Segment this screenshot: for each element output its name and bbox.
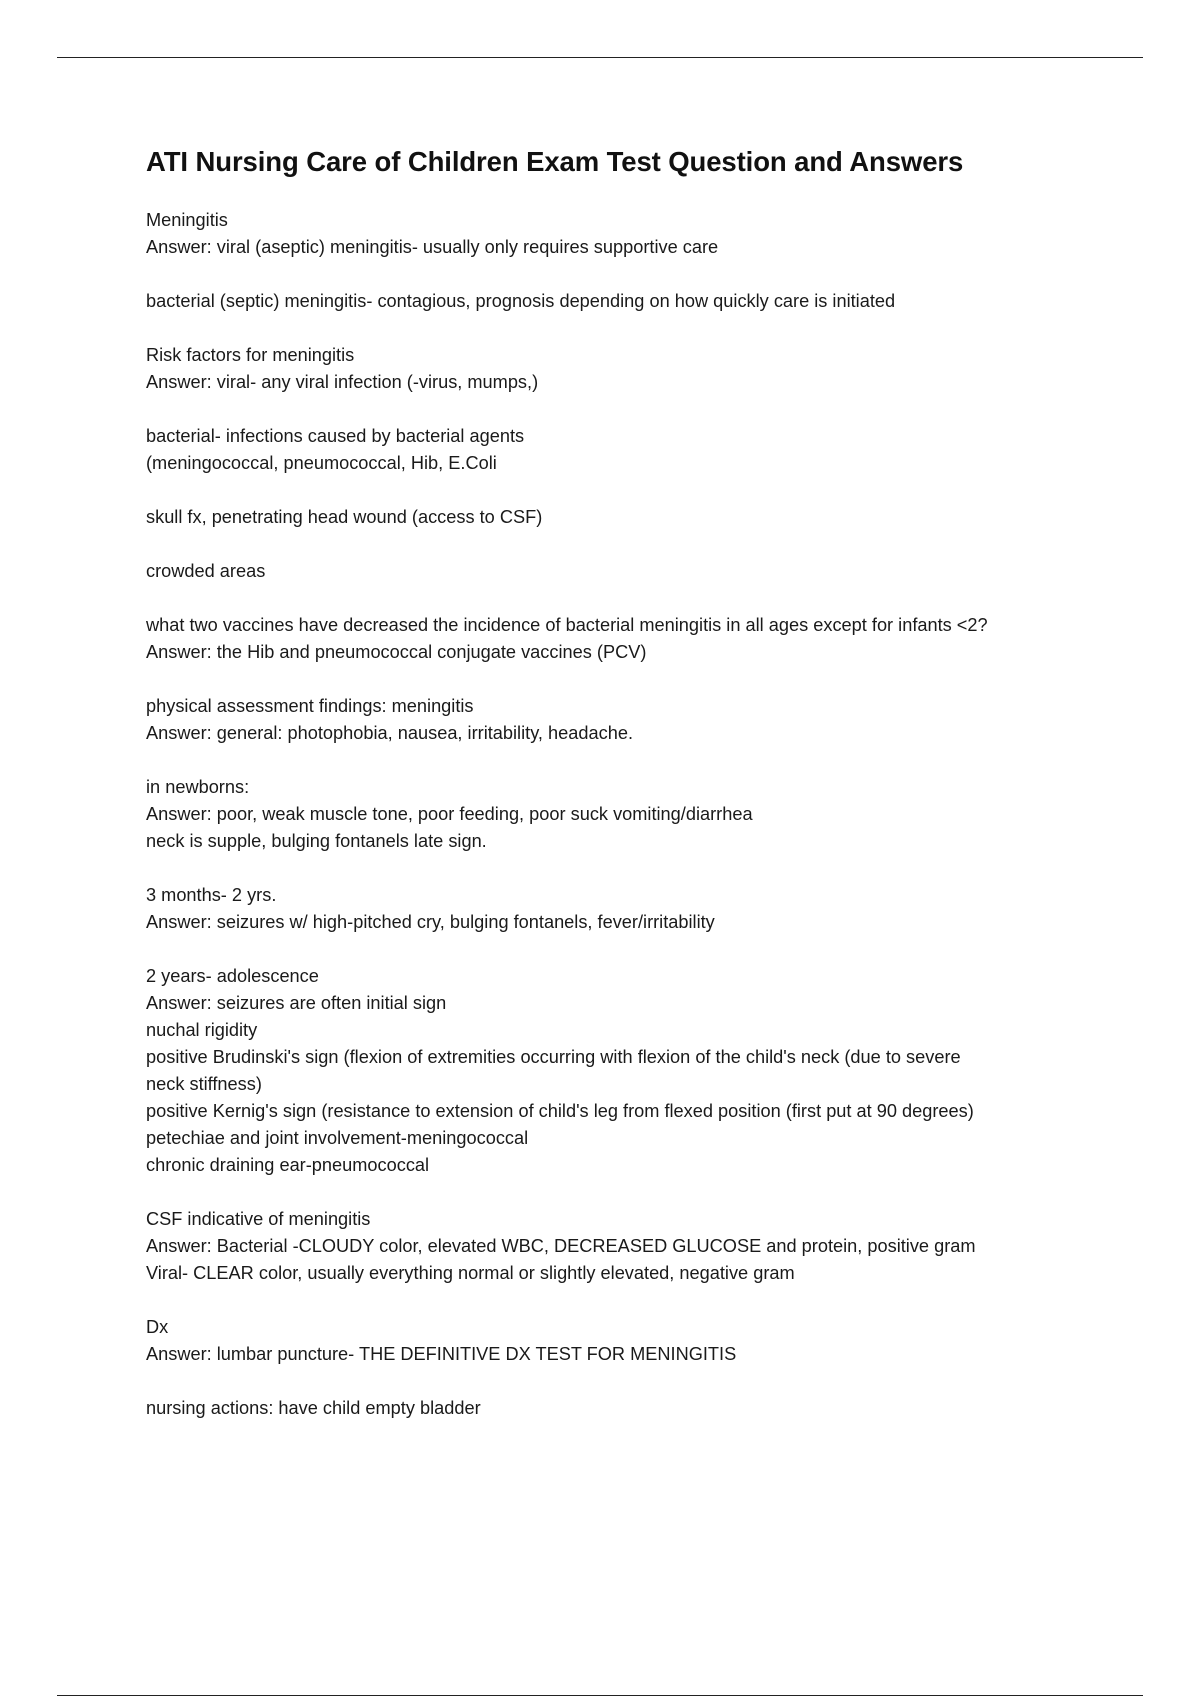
- text-line: Answer: poor, weak muscle tone, poor feeding, poor suck vomiting/diarrhea: [146, 804, 753, 824]
- text-line: Risk factors for meningitis: [146, 345, 355, 365]
- qa-block: [146, 693, 1106, 747]
- text-line: chronic draining ear-pneumococcal: [146, 1155, 430, 1175]
- qa-block: [146, 288, 1106, 315]
- text-line: Answer: seizures are often initial sign: [146, 993, 447, 1013]
- qa-block: [146, 963, 1106, 1179]
- text-line: petechiae and joint involvement-meningococcal: [146, 1128, 529, 1148]
- text-line: what two vaccines have decreased the incidence of bacterial meningitis in all ages except for infants <2?: [146, 615, 988, 635]
- text-line: positive Kernig's sign (resistance to extension of child's leg from flexed position (first put at 90 degrees): [146, 1101, 974, 1121]
- text-line: nursing actions: have child empty bladder: [146, 1398, 481, 1418]
- document-body: [146, 144, 1106, 1449]
- qa-block: [146, 774, 1106, 855]
- qa-block: [146, 423, 1106, 477]
- text-line: 3 months- 2 yrs.: [146, 885, 277, 905]
- text-line: nuchal rigidity: [146, 1020, 258, 1040]
- text-line: Answer: general: photophobia, nausea, irritability, headache.: [146, 723, 633, 743]
- text-line: 2 years- adolescence: [146, 966, 319, 986]
- qa-block: [146, 342, 1106, 396]
- text-line: Answer: viral- any viral infection (-virus, mumps,): [146, 372, 539, 392]
- text-line: Answer: lumbar puncture- THE DEFINITIVE DX TEST FOR MENINGITIS: [146, 1344, 737, 1364]
- document-title: ATI Nursing Care of Children Exam Test Question and Answers: [146, 146, 964, 177]
- qa-block: [146, 1314, 1106, 1368]
- text-line: physical assessment findings: meningitis: [146, 696, 474, 716]
- text-line: positive Brudinski's sign (flexion of extremities occurring with flexion of the child's neck (due to severe: [146, 1047, 961, 1067]
- qa-block: [146, 207, 1106, 261]
- text-line: crowded areas: [146, 561, 266, 581]
- qa-block: [146, 612, 1106, 666]
- text-line: Dx: [146, 1317, 169, 1337]
- text-line: Viral- CLEAR color, usually everything normal or slightly elevated, negative gram: [146, 1263, 795, 1283]
- text-line: Meningitis: [146, 210, 228, 230]
- qa-block: [146, 1395, 1106, 1422]
- top-rule: [57, 57, 1143, 58]
- text-line: in newborns:: [146, 777, 250, 797]
- text-line: Answer: Bacterial -CLOUDY color, elevated WBC, DECREASED GLUCOSE and protein, positive gram: [146, 1236, 976, 1256]
- qa-block: [146, 882, 1106, 936]
- qa-block: [146, 1206, 1106, 1287]
- qa-block: [146, 504, 1106, 531]
- text-line: neck stiffness): [146, 1074, 262, 1094]
- text-line: Answer: the Hib and pneumococcal conjugate vaccines (PCV): [146, 642, 647, 662]
- text-line: neck is supple, bulging fontanels late sign.: [146, 831, 487, 851]
- text-line: Answer: viral (aseptic) meningitis- usually only requires supportive care: [146, 237, 719, 257]
- qa-list: [146, 207, 1106, 1422]
- text-line: CSF indicative of meningitis: [146, 1209, 371, 1229]
- text-line: skull fx, penetrating head wound (access to CSF): [146, 507, 543, 527]
- text-line: (meningococcal, pneumococcal, Hib, E.Coli: [146, 453, 497, 473]
- text-line: bacterial- infections caused by bacterial agents: [146, 426, 525, 446]
- qa-block: [146, 558, 1106, 585]
- text-line: bacterial (septic) meningitis- contagious, prognosis depending on how quickly care is initiated: [146, 291, 896, 311]
- text-line: Answer: seizures w/ high-pitched cry, bulging fontanels, fever/irritability: [146, 912, 715, 932]
- bottom-rule: [57, 1695, 1143, 1696]
